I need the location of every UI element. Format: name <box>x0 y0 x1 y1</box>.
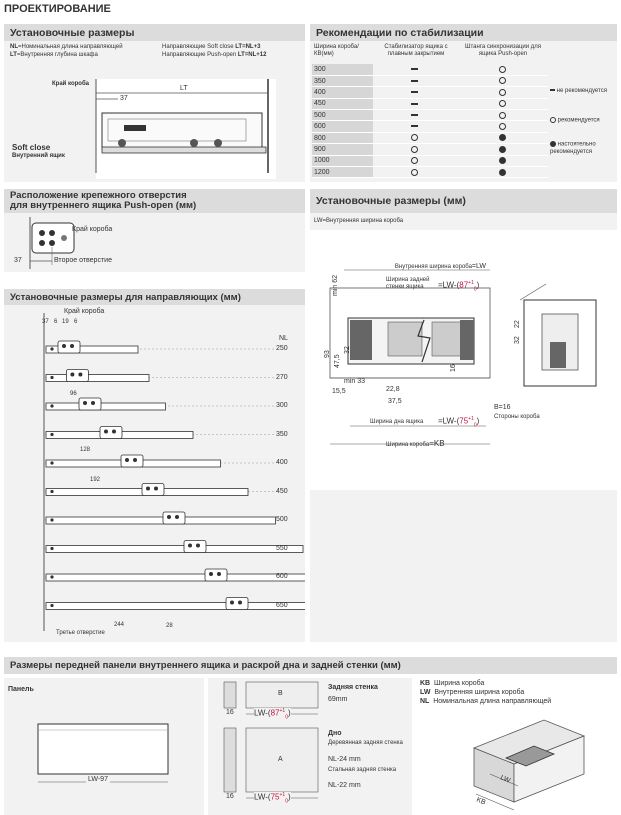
col-header-sync: Штанга синхронизации для ящика Push-open <box>464 44 542 57</box>
stab-row <box>312 64 548 75</box>
legend-nl-val: Номинальная длина направляющей <box>433 698 552 705</box>
stab-sync-cell <box>456 167 548 178</box>
dim-37: 37 <box>120 95 128 102</box>
front-parts-box <box>208 678 412 815</box>
rail-body <box>46 546 303 553</box>
rail-hole <box>78 373 82 377</box>
dash-icon <box>411 80 418 82</box>
drawer-clip <box>124 125 146 131</box>
rail-bracket <box>79 398 101 410</box>
rail-hole <box>125 458 129 462</box>
stab-row <box>312 87 548 98</box>
inner-width-val: =LW <box>471 263 486 270</box>
legend-kb-val: Ширина короба <box>434 680 485 687</box>
stab-kb-cell: 300 <box>312 64 373 75</box>
rails-drawing <box>4 305 305 642</box>
hole-2 <box>49 230 55 236</box>
ring-icon <box>411 146 418 153</box>
legend-rec-text: рекомендуется <box>557 117 600 124</box>
rail-hole <box>104 430 108 434</box>
stab-row <box>312 121 548 132</box>
stab-sync-cell <box>456 98 548 109</box>
back-formula <box>254 708 291 720</box>
ring-icon <box>499 77 506 84</box>
panel-rect <box>38 724 168 774</box>
front-title: Размеры передней панели внутреннего ящика и раскрой дна и задней стенки (мм) <box>10 660 401 671</box>
hole-5 <box>61 235 67 241</box>
ring-icon <box>499 66 506 73</box>
legend-lw-val: Внутренняя ширина короба <box>434 689 525 696</box>
dim-155: 15,5 <box>332 388 346 395</box>
inner-width-label: Внутренняя ширина короба <box>394 264 472 270</box>
rail-bracket <box>58 341 80 353</box>
rail-nl-value: 350 <box>276 430 288 438</box>
back-side <box>224 682 236 708</box>
rail-hole <box>154 487 158 491</box>
stab-row <box>312 98 548 109</box>
bottom-formula <box>254 792 291 804</box>
stab-kb-cell: 400 <box>312 87 373 98</box>
rails-nl-header: NL <box>279 335 288 342</box>
rail-front-hole <box>50 547 53 550</box>
installmm-title: Установочные размеры (мм) <box>316 195 466 207</box>
install-drawing <box>4 63 305 182</box>
rail-nl-value: 400 <box>276 459 288 466</box>
rail-hole <box>167 515 171 519</box>
stab-stabilizer-cell <box>373 132 456 143</box>
filled-dot-icon <box>499 169 506 176</box>
rail-body <box>46 403 166 410</box>
hole-bracket <box>32 223 74 253</box>
col-header-stab: Стабилизатор ящика с плавным закрытием <box>384 44 448 57</box>
f87-suffix: ) <box>476 280 480 290</box>
part-a: A <box>278 756 283 763</box>
rails-dim-192: 192 <box>90 477 101 483</box>
filled-dot-icon <box>499 157 506 164</box>
rail-hole <box>91 401 95 405</box>
stab-table <box>312 64 548 178</box>
rail-hole <box>175 515 179 519</box>
rails-box-edge: Край короба <box>64 308 105 315</box>
install-title: Установочные размеры <box>10 26 135 39</box>
iso-kb: KB <box>475 796 487 807</box>
back-val: 69mm <box>328 696 348 703</box>
hatch-left <box>388 322 422 356</box>
bottom-width-formula <box>438 416 479 428</box>
bot-f-sup: +1 <box>279 792 286 798</box>
rail-front-hole <box>50 575 53 578</box>
ring-icon <box>499 112 506 119</box>
install-panel <box>4 41 305 182</box>
dim-min62: min 62 <box>332 274 339 296</box>
installmm-blank <box>310 490 617 642</box>
stab-kb-cell: 350 <box>312 75 373 86</box>
rail-hole <box>188 544 192 548</box>
stab-sync-cell <box>456 64 548 75</box>
front-header <box>4 657 617 674</box>
stab-row <box>312 144 548 155</box>
stab-kb-cell: 1200 <box>312 167 373 178</box>
legend-kb-key: KB <box>420 680 431 687</box>
stab-sync-cell <box>456 121 548 132</box>
side-view-rail <box>550 342 566 368</box>
stab-stabilizer-cell <box>373 64 456 75</box>
back-width-label: Ширина задней стенки ящика <box>386 277 430 290</box>
stab-stabilizer-cell <box>373 75 456 86</box>
back-f-sup: +1 <box>279 708 286 714</box>
stab-stabilizer-cell <box>373 121 456 132</box>
ring-icon <box>499 89 506 96</box>
col-header-kb: Ширина короба/КВ(мм) <box>314 44 359 57</box>
stab-header <box>310 24 617 41</box>
pushopen-header <box>4 189 305 213</box>
install-header <box>4 24 305 41</box>
rail-nl-value: 270 <box>276 373 288 381</box>
wood-back: Деревянная задняя стенка <box>328 740 403 746</box>
kb-val: =KB <box>429 439 445 448</box>
stab-stabilizer-cell <box>373 167 456 178</box>
ring-icon <box>499 123 506 130</box>
panel-drawing <box>4 678 204 815</box>
dim-475: 47,5 <box>334 354 341 368</box>
rails-dim-37: 37 <box>42 319 49 325</box>
rail-front-hole <box>50 604 53 607</box>
rails-third-hole: Третье отверстие <box>56 630 105 636</box>
box-side-label: Стороны короба <box>494 414 540 420</box>
stab-sync-cell <box>456 144 548 155</box>
rail-body <box>46 517 276 524</box>
steel-back: Стальная задняя стенка <box>328 767 397 773</box>
iso-drawing <box>414 708 617 815</box>
bot-f-num: 75 <box>270 792 280 802</box>
kb-label <box>386 440 445 449</box>
f75-sub: 0 <box>473 422 477 429</box>
softclose-rule: Направляющие Soft close <box>162 44 234 50</box>
bot-f-prefix: LW-( <box>254 792 271 802</box>
rail-front-hole <box>50 433 53 436</box>
back-f-sub: 0 <box>285 714 288 721</box>
rail-nl-value: 250 <box>276 345 288 352</box>
back-f-num: 87 <box>270 708 280 718</box>
rail-front-hole <box>50 518 53 521</box>
rail-roller-back <box>214 139 222 147</box>
page-title: ПРОЕКТИРОВАНИЕ <box>4 3 111 15</box>
inner-drawer-label: Внутренний ящик <box>12 153 65 159</box>
stab-kb-cell: 800 <box>312 132 373 143</box>
lt-key: LT <box>10 52 17 58</box>
dim-32b: 32 <box>514 336 521 344</box>
stab-stabilizer-cell <box>373 144 456 155</box>
stab-sync-cell <box>456 132 548 143</box>
dim-375: 37,5 <box>388 398 402 405</box>
hole-3 <box>39 240 45 246</box>
rail-body <box>46 574 305 581</box>
front-panel-box <box>4 678 204 815</box>
filled-dot-icon <box>499 134 506 141</box>
rail-bracket <box>205 569 227 581</box>
installmm-subbar <box>310 213 617 230</box>
rail-bracket <box>121 455 143 467</box>
stab-row <box>312 155 548 166</box>
rails-dim-19: 19 <box>62 319 69 325</box>
stab-sync-cell <box>456 75 548 86</box>
f75-prefix: =LW-( <box>438 416 460 426</box>
back-f-prefix: LW-( <box>254 708 271 718</box>
back-title: Задняя стенка <box>328 684 378 691</box>
f87-sup: +1 <box>468 280 474 286</box>
rail-bracket <box>66 370 88 382</box>
rail-hole <box>112 430 116 434</box>
pushopen-box-edge: Край короба <box>72 226 113 233</box>
lw-def: LW=Внутренняя ширина короба <box>314 218 404 224</box>
rail-hole <box>217 572 221 576</box>
dash-icon <box>411 91 418 93</box>
stab-kb-cell: 450 <box>312 98 373 109</box>
rail-nl-value: 300 <box>276 402 288 409</box>
stab-row <box>312 75 548 86</box>
legend-not-rec <box>550 88 616 95</box>
legend-lw <box>420 689 616 697</box>
dash-icon <box>411 68 418 70</box>
stab-stabilizer-cell <box>373 98 456 109</box>
rail-front-hole <box>50 376 53 379</box>
left-rail <box>350 320 372 360</box>
f87-sub: 0 <box>473 286 477 293</box>
inner-width <box>366 263 486 271</box>
dim-22: 22 <box>514 320 521 328</box>
side-view-leader <box>520 284 546 300</box>
rail-bracket <box>226 598 248 610</box>
legend-rec <box>550 117 616 125</box>
rail-hole <box>230 601 234 605</box>
rail-hole <box>196 544 200 548</box>
rails-dim-6b: 6 <box>74 319 78 325</box>
dim-93: 93 <box>324 350 331 358</box>
rail-nl-value: 450 <box>276 487 288 495</box>
back-f-suffix: ) <box>287 708 291 718</box>
rail-bracket <box>142 484 164 496</box>
dim-lt: LT <box>180 85 188 92</box>
f75-sup: +1 <box>468 416 474 422</box>
legend-nl <box>420 698 616 706</box>
dim16-back: 16 <box>226 709 234 716</box>
rail-hole <box>70 373 74 377</box>
stab-sync-cell <box>456 110 548 121</box>
stab-kb-cell: 900 <box>312 144 373 155</box>
rail-nl-value: 600 <box>276 573 288 580</box>
ring-icon <box>411 157 418 164</box>
dim-32a: 32 <box>344 346 351 354</box>
bot-f-suffix: ) <box>287 792 291 802</box>
dim-b16: B=16 <box>494 404 511 411</box>
rails-dim-6a: 6 <box>54 319 58 325</box>
f87-prefix: =LW-( <box>438 280 460 290</box>
stab-stabilizer-cell <box>373 110 456 121</box>
stab-title: Рекомендации по стабилизации <box>316 26 484 39</box>
stab-row <box>312 110 548 121</box>
front-legend-box <box>414 678 617 815</box>
rail-body <box>46 603 305 610</box>
filled-dot-icon <box>499 146 506 153</box>
stab-sync-cell <box>456 87 548 98</box>
stab-kb-cell: 1000 <box>312 155 373 166</box>
hole-4 <box>49 240 55 246</box>
rails-title: Установочные размеры для направляющих (мм) <box>10 291 241 303</box>
bottom-width-label: Ширина дна ящика <box>370 419 424 425</box>
rail-hole <box>209 572 213 576</box>
nl-key: NL <box>10 44 18 50</box>
iso-lw: LW <box>499 774 512 785</box>
dim16-bottom: 16 <box>226 793 234 800</box>
stab-kb-cell: 500 <box>312 110 373 121</box>
rail-roller-mid <box>190 139 198 147</box>
softclose-value: LT=NL+3 <box>235 44 261 50</box>
ring-icon <box>411 169 418 176</box>
rail-front-hole <box>50 490 53 493</box>
f75-num: 75 <box>459 416 469 426</box>
wood-val: NL-24 mm <box>328 756 361 763</box>
rails-header <box>4 289 305 305</box>
rail-bracket <box>184 541 206 553</box>
rail-hole <box>83 401 87 405</box>
pushopen-value: LT=NL+12 <box>237 52 267 58</box>
stab-stabilizer-cell <box>373 87 456 98</box>
rail-hole <box>70 344 74 348</box>
dim-16: 16 <box>450 364 457 372</box>
installmm-panel <box>310 230 617 482</box>
rail-hole <box>62 344 66 348</box>
rail-body <box>46 375 149 382</box>
rail-roller-front <box>118 139 126 147</box>
ring-icon <box>499 100 506 107</box>
rail-bracket <box>163 512 185 524</box>
legend-lw-key: LW <box>420 689 431 696</box>
pushopen-rule: Направляющие Push-open <box>162 52 237 58</box>
legend-not-rec-text: не рекомендуется <box>556 88 607 94</box>
pushopen-panel <box>4 213 305 272</box>
rails-dim-244: 244 <box>114 622 125 628</box>
rail-front-hole <box>50 461 53 464</box>
stab-row <box>312 167 548 178</box>
rail-nl-value: 650 <box>276 601 288 609</box>
dash-icon <box>411 103 418 105</box>
rails-panel <box>4 305 305 642</box>
pushopen-dim-37: 37 <box>14 257 22 264</box>
stab-row <box>312 132 548 143</box>
nl-def: =Номинальная длина направляющей <box>18 44 123 50</box>
rail-front-hole <box>50 347 53 350</box>
rail <box>102 147 266 153</box>
right-rail <box>460 320 474 360</box>
hole-1 <box>39 230 45 236</box>
f87-num: 87 <box>459 280 469 290</box>
bot-f-sub: 0 <box>285 798 288 805</box>
dash-icon <box>411 125 418 127</box>
panel-label: Панель <box>8 686 34 693</box>
rail-nl-value: 500 <box>276 516 288 523</box>
dim-min33: min 33 <box>344 378 366 385</box>
dash-icon <box>411 114 418 116</box>
pushopen-drawing <box>4 213 305 272</box>
dim-228: 22,8 <box>386 386 400 393</box>
f75-suffix: ) <box>476 416 480 426</box>
stab-panel <box>310 41 617 182</box>
kb-label-text: Ширина короба <box>386 442 430 448</box>
bottom-side <box>224 728 236 792</box>
ring-icon <box>411 134 418 141</box>
back-width-formula <box>438 280 479 292</box>
stab-stabilizer-cell <box>373 155 456 166</box>
pushopen-title-1: Расположение крепежного отверстия <box>10 190 187 201</box>
rail-hole <box>133 458 137 462</box>
legend-strong <box>550 141 616 156</box>
legend-strong-text: настоятельно рекомендуется <box>550 141 596 155</box>
rail-nl-value: 550 <box>276 544 288 552</box>
rails-dim-96: 96 <box>70 391 77 397</box>
soft-close-label: Soft close <box>12 143 51 152</box>
rails-dim-28: 28 <box>166 623 173 629</box>
bottom-title: Дно <box>328 730 342 737</box>
rail-bracket <box>100 427 122 439</box>
pushopen-title-2: для внутреннего ящика Push-open (мм) <box>10 200 197 211</box>
lt-def: =Внутренняя глубина шкафа <box>16 52 98 58</box>
pushopen-second-hole: Второе отверстие <box>54 257 112 264</box>
panel-lw97: LW-97 <box>88 776 108 783</box>
rails-dim-128: 128 <box>80 447 91 453</box>
part-b: B <box>278 690 283 697</box>
rail-hole <box>146 487 150 491</box>
rail-hole <box>238 601 242 605</box>
legend-nl-key: NL <box>420 698 430 705</box>
legend-kb <box>420 680 616 688</box>
stab-kb-cell: 600 <box>312 121 373 132</box>
stab-sync-cell <box>456 155 548 166</box>
box-edge-label: Край короба <box>52 81 89 87</box>
rail-front-hole <box>50 404 53 407</box>
installmm-header <box>310 189 617 213</box>
steel-val: NL-22 mm <box>328 782 361 789</box>
